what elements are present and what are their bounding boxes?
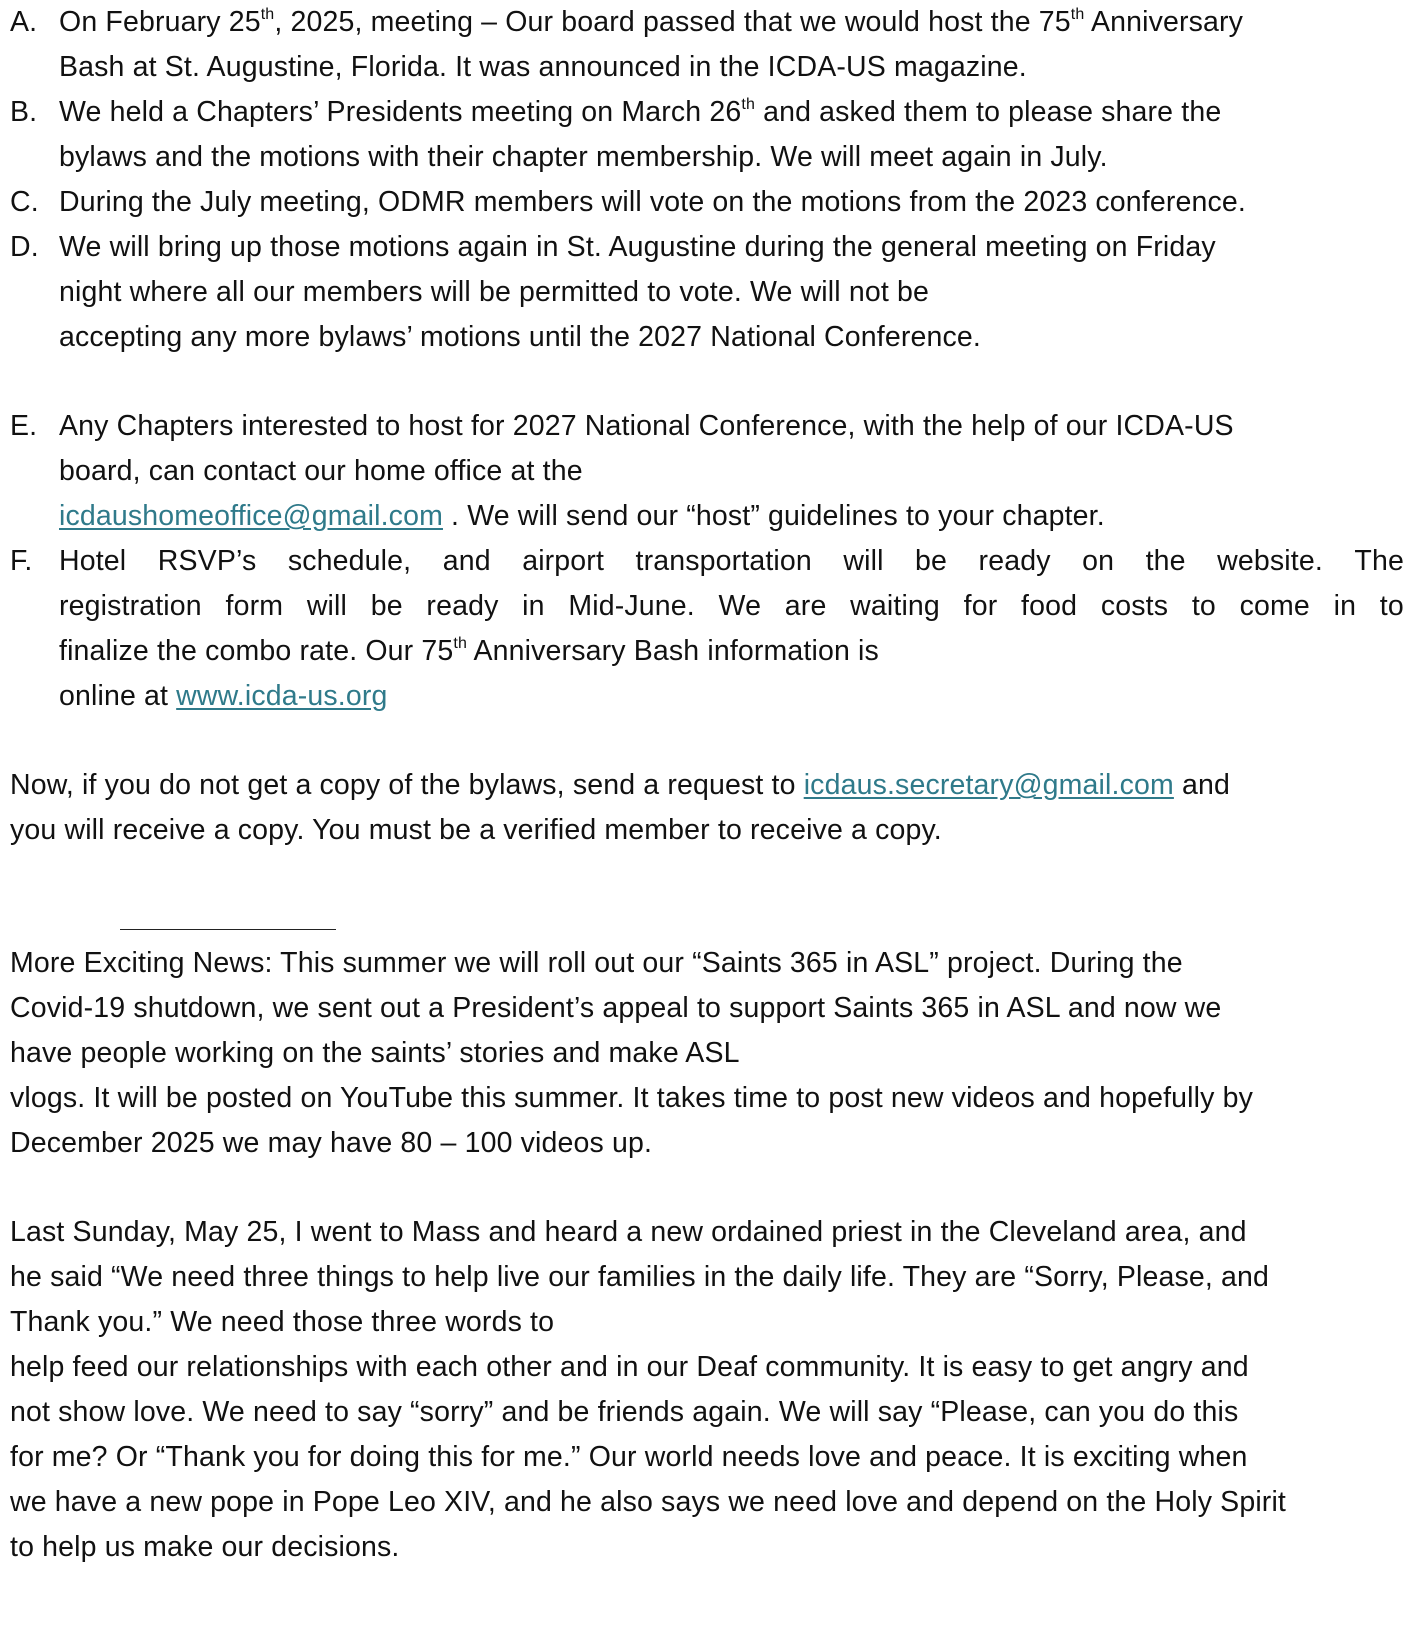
list-item-e-line-2: board, can contact our home office at the: [59, 455, 583, 487]
list-item-f-line-2: registration form will be ready in Mid-June. We are waiting for food costs to come in to: [59, 590, 1404, 622]
news-paragraph-line-1: More Exciting News: This summer we will roll out our “Saints 365 in ASL” project. During the: [10, 947, 1183, 979]
list-item-a-line-1: On February 25th, 2025, meeting – Our board passed that we would host the 75th Anniversary: [59, 5, 1244, 38]
list-item-d-line-2: night where all our members will be permitted to vote. We will not be: [59, 276, 929, 308]
list-marker: C.: [10, 186, 39, 218]
mass-paragraph-line-5: not show love. We need to say “sorry” and be friends again. We will say “Please, can you do this: [10, 1396, 1239, 1428]
section-divider: [120, 929, 336, 930]
list-item-f-line-3: finalize the combo rate. Our 75th Anniversary Bash information is: [59, 634, 879, 667]
mass-paragraph-line-1: Last Sunday, May 25, I went to Mass and heard a new ordained priest in the Cleveland area, and: [10, 1216, 1247, 1248]
list-item-d-line-3: accepting any more bylaws’ motions until the 2027 National Conference.: [59, 321, 981, 353]
list-item-d-line-1: We will bring up those motions again in St. Augustine during the general meeting on Friday: [59, 231, 1216, 263]
mass-paragraph-line-3: Thank you.” We need those three words to: [10, 1306, 555, 1338]
news-paragraph-line-5: December 2025 we may have 80 – 100 videos up.: [10, 1127, 653, 1159]
mass-paragraph-line-2: he said “We need three things to help live our families in the daily life. They are “Sorry, Please, and: [10, 1261, 1270, 1293]
mass-paragraph-line-6: for me? Or “Thank you for doing this for me.” Our world needs love and peace. It is exciting when: [10, 1441, 1248, 1473]
news-paragraph-line-3: have people working on the saints’ stories and make ASL: [10, 1037, 740, 1069]
list-marker: E.: [10, 410, 38, 442]
list-item-f-line-1: Hotel RSVP’s schedule, and airport transportation will be ready on the website. The: [59, 545, 1404, 577]
list-item-a-line-2: Bash at St. Augustine, Florida. It was announced in the ICDA-US magazine.: [59, 51, 1027, 83]
list-marker: A.: [10, 6, 38, 38]
bylaws-paragraph-line-1: Now, if you do not get a copy of the bylaws, send a request to icdaus.secretary@gmail.com and: [10, 769, 1230, 801]
list-item-b-line-1: We held a Chapters’ Presidents meeting on March 26th and asked them to please share the: [59, 95, 1222, 128]
mass-paragraph-line-4: help feed our relationships with each other and in our Deaf community. It is easy to get angry and: [10, 1351, 1249, 1383]
secretary-email-link[interactable]: icdaus.secretary@gmail.com: [803, 769, 1174, 801]
list-item-c-line-1: During the July meeting, ODMR members will vote on the motions from the 2023 conference.: [59, 186, 1246, 218]
mass-paragraph-line-8: to help us make our decisions.: [10, 1531, 400, 1563]
bylaws-paragraph-line-2: you will receive a copy. You must be a verified member to receive a copy.: [10, 814, 942, 846]
list-item-f-line-4: online at www.icda-us.org: [59, 680, 388, 712]
home-office-email-link[interactable]: icdaushomeoffice@gmail.com: [59, 500, 443, 532]
news-paragraph-line-4: vlogs. It will be posted on YouTube this summer. It takes time to post new videos and hopefully by: [10, 1082, 1253, 1114]
news-paragraph-line-2: Covid-19 shutdown, we sent out a President’s appeal to support Saints 365 in ASL and now we: [10, 992, 1222, 1024]
list-item-e-line-3: icdaushomeoffice@gmail.com . We will send our “host” guidelines to your chapter.: [59, 500, 1105, 532]
website-link[interactable]: www.icda-us.org: [176, 680, 388, 712]
mass-paragraph-line-7: we have a new pope in Pope Leo XIV, and he also says we need love and depend on the Holy Spirit: [10, 1486, 1287, 1518]
list-marker: B.: [10, 96, 38, 128]
list-item-e-line-1: Any Chapters interested to host for 2027 National Conference, with the help of our ICDA-US: [59, 410, 1234, 442]
list-marker: D.: [10, 231, 39, 263]
list-marker: F.: [10, 545, 33, 577]
list-item-b-line-2: bylaws and the motions with their chapter membership. We will meet again in July.: [59, 141, 1108, 173]
